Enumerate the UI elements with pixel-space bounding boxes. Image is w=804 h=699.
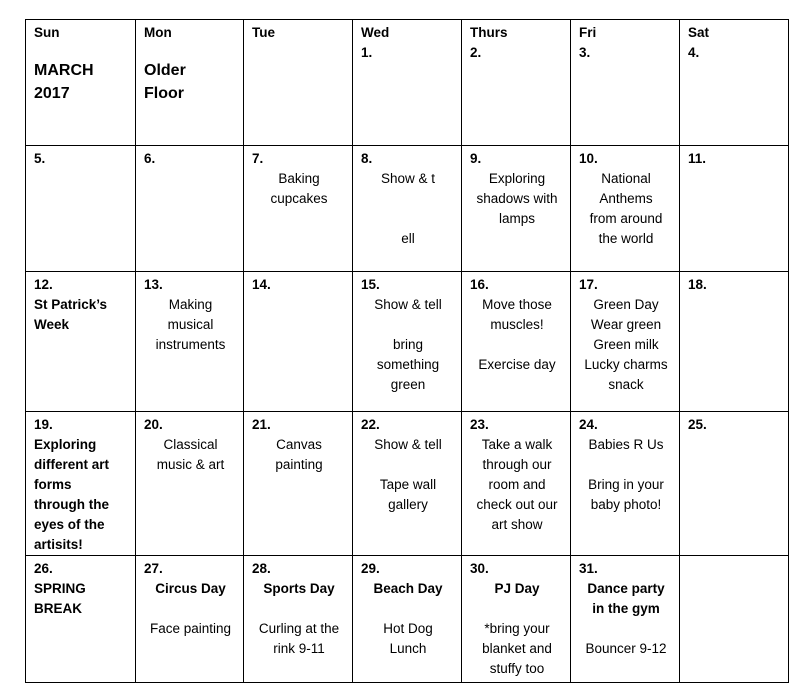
- calendar-day-empty: [680, 556, 789, 683]
- day-number: 4.: [688, 45, 700, 60]
- day-number: 16.: [470, 277, 489, 292]
- calendar-day-23: [462, 412, 571, 556]
- event-text: Making musical instruments: [155, 297, 226, 352]
- floor-title: Older Floor: [144, 62, 186, 102]
- calendar-day-1: [353, 20, 462, 146]
- event-text: Canvas painting: [275, 437, 323, 472]
- event-text: Hot Dog Lunch: [383, 621, 433, 656]
- calendar-day-3: [571, 20, 680, 146]
- event-text: Move those muscles! Exercise day: [478, 297, 556, 372]
- event-text: Exploring shadows with lamps: [476, 171, 558, 226]
- day-header-sat: Sat: [688, 25, 710, 40]
- calendar-day-2: [462, 20, 571, 146]
- day-number: 22.: [361, 417, 380, 432]
- event-text: Exploring different art forms through the eyes of the artisits!: [34, 437, 110, 552]
- day-number: 13.: [144, 277, 163, 292]
- calendar-day-9: [462, 146, 571, 272]
- calendar-day-13: [136, 272, 244, 412]
- day-number: 23.: [470, 417, 489, 432]
- day-number: 20.: [144, 417, 163, 432]
- day-header-wed: Wed: [361, 25, 390, 40]
- day-number: 24.: [579, 417, 598, 432]
- calendar-day-15: [353, 272, 462, 412]
- cell-mon-header: [136, 20, 244, 146]
- event-text: Babies R Us Bring in your baby photo!: [588, 437, 664, 512]
- event-text: St Patrick’s Week: [34, 297, 108, 332]
- day-number: 2.: [470, 45, 482, 60]
- day-header-mon: Mon: [144, 25, 172, 40]
- event-text: Green Day Wear green Green milk Lucky charms snack: [584, 297, 668, 392]
- event-text: Curling at the rink 9-11: [258, 621, 340, 656]
- event-title: PJ Day: [494, 581, 540, 596]
- event-text: Show & tell bring something green: [374, 297, 442, 392]
- event-text: Baking cupcakes: [270, 171, 328, 206]
- calendar-day-17: [571, 272, 680, 412]
- calendar-day-14: [244, 272, 353, 412]
- calendar-day-26: [26, 556, 136, 683]
- day-number: 19.: [34, 417, 53, 432]
- calendar-day-5: [26, 146, 136, 272]
- day-number: 25.: [688, 417, 707, 432]
- day-header-thurs: Thurs: [470, 25, 508, 40]
- calendar-row: [26, 412, 789, 556]
- event-text: *bring your blanket and stuffy too: [482, 621, 552, 676]
- day-number: 31.: [579, 561, 598, 576]
- calendar-day-30: [462, 556, 571, 683]
- event-text: SPRING BREAK: [34, 581, 86, 616]
- day-number: 11.: [688, 151, 707, 166]
- calendar-day-11: [680, 146, 789, 272]
- calendar-day-22: [353, 412, 462, 556]
- event-text: Take a walk through our room and check out our art show: [476, 437, 558, 532]
- event-title: Dance party in the gym: [587, 581, 665, 616]
- day-number: 9.: [470, 151, 482, 166]
- event-text: Bouncer 9-12: [585, 641, 667, 656]
- calendar-day-28: [244, 556, 353, 683]
- day-header-fri: Fri: [579, 25, 597, 40]
- day-number: 8.: [361, 151, 373, 166]
- event-text: National Anthems from around the world: [589, 171, 663, 246]
- day-number: 15.: [361, 277, 380, 292]
- day-number: 7.: [252, 151, 264, 166]
- month-title: MARCH 2017: [34, 62, 94, 102]
- calendar-day-12: [26, 272, 136, 412]
- day-number: 18.: [688, 277, 707, 292]
- event-title: Sports Day: [263, 581, 335, 596]
- calendar-day-19: [26, 412, 136, 556]
- day-number: 27.: [144, 561, 163, 576]
- event-text: Classical music & art: [156, 437, 225, 472]
- calendar-row: [26, 272, 789, 412]
- calendar-day-20: [136, 412, 244, 556]
- cell-sun-header: [26, 20, 136, 146]
- cell-tue-header: [244, 20, 353, 146]
- calendar-day-10: [571, 146, 680, 272]
- day-number: 17.: [579, 277, 598, 292]
- day-number: 6.: [144, 151, 156, 166]
- calendar-table: [25, 19, 789, 683]
- calendar-day-29: [353, 556, 462, 683]
- day-number: 14.: [252, 277, 271, 292]
- day-number: 10.: [579, 151, 598, 166]
- calendar-day-16: [462, 272, 571, 412]
- calendar-day-21: [244, 412, 353, 556]
- day-header-tue: Tue: [252, 25, 275, 40]
- calendar-day-6: [136, 146, 244, 272]
- event-text: Show & t ell: [380, 171, 436, 246]
- calendar-day-4: [680, 20, 789, 146]
- calendar-day-24: [571, 412, 680, 556]
- calendar-row: [26, 20, 789, 146]
- event-title: Beach Day: [373, 581, 443, 596]
- calendar-day-18: [680, 272, 789, 412]
- calendar-row: [26, 146, 789, 272]
- event-text: Show & tell Tape wall gallery: [374, 437, 442, 512]
- day-number: 21.: [252, 417, 271, 432]
- day-number: 1.: [361, 45, 373, 60]
- day-number: 30.: [470, 561, 489, 576]
- event-text: Face painting: [149, 621, 232, 636]
- calendar-row: [26, 556, 789, 683]
- day-number: 28.: [252, 561, 271, 576]
- day-number: 5.: [34, 151, 46, 166]
- day-number: 3.: [579, 45, 591, 60]
- calendar-day-27: [136, 556, 244, 683]
- calendar-day-31: [571, 556, 680, 683]
- calendar-day-8: [353, 146, 462, 272]
- day-number: 12.: [34, 277, 53, 292]
- calendar-day-7: [244, 146, 353, 272]
- event-title: Circus Day: [155, 581, 226, 596]
- day-header-sun: Sun: [34, 25, 60, 40]
- day-number: 29.: [361, 561, 380, 576]
- calendar-day-25: [680, 412, 789, 556]
- day-number: 26.: [34, 561, 53, 576]
